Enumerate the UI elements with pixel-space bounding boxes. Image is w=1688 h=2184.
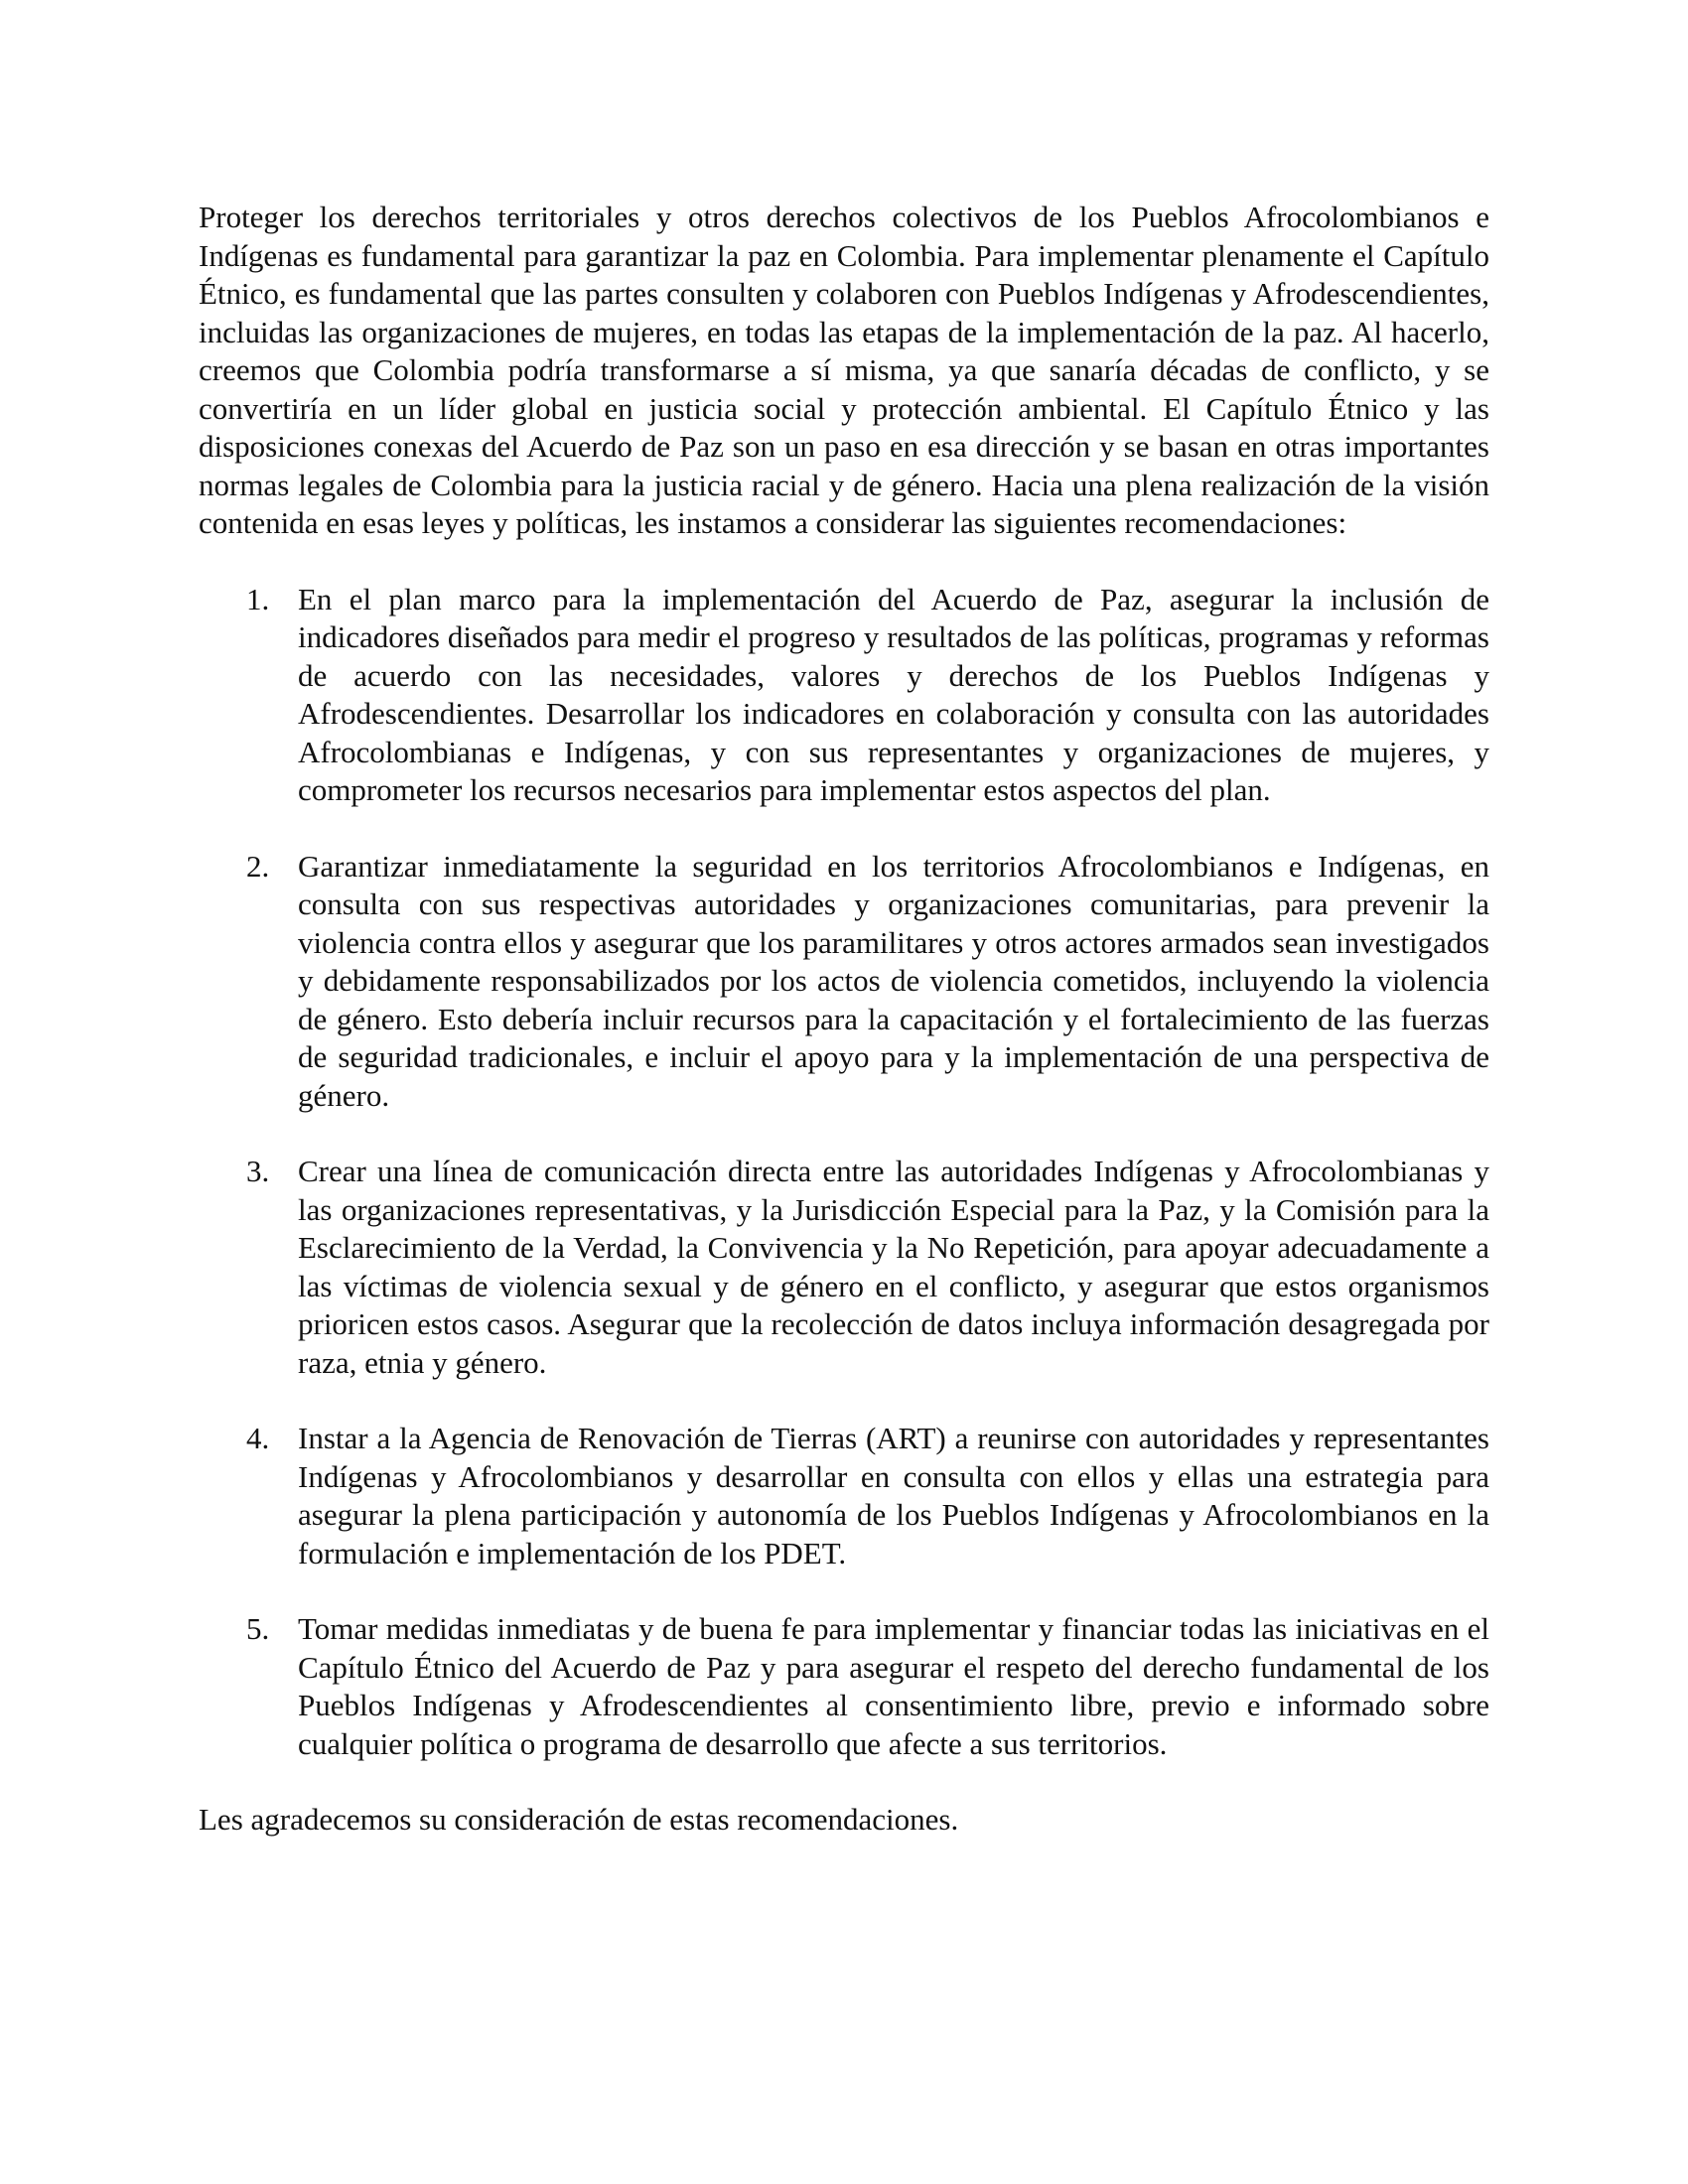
recommendation-text: En el plan marco para la implementación del Acuerdo de Paz, asegurar la inclusión de indicadores diseñados para medir el progreso y resultados de las políticas, programas y reformas de acuerdo con las necesidades, valores y derechos de los Pueblos Indígenas y Afrodescendientes. Desarrollar los indicadores en colaboración y consulta con las autoridades Afrocolombianas e Indígenas, y con sus representantes y organizaciones de mujeres, y comprometer los recursos necesarios para implementar estos aspectos del plan. (298, 581, 1489, 807)
recommendation-text: Garantizar inmediatamente la seguridad en los territorios Afrocolombianos e Indígenas, en consulta con sus respectivas autoridades y organizaciones comunitarias, para prevenir la violencia contra ellos y asegurar que los paramilitares y otros actores armados sean investigados y debidamente responsabilizados por los actos de violencia cometidos, incluyendo la violencia de género. Esto debería incluir recursos para la capacitación y el fortalecimiento de las fuerzas de seguridad tradicionales, e incluir el apoyo para y la implementación de una perspectiva de género. (298, 848, 1489, 1113)
recommendation-text: Instar a la Agencia de Renovación de Tierras (ART) a reunirse con autoridades y representantes Indígenas y Afrocolombianos y desarrollar en consulta con ellos y ellas una estrategia para asegurar la plena participación y autonomía de los Pueblos Indígenas y Afrocolombianos en la formulación e implementación de los PDET. (298, 1421, 1489, 1570)
recommendation-number: 5. (246, 1611, 270, 1646)
recommendation-text: Tomar medidas inmediatas y de buena fe para implementar y financiar todas las iniciativas en el Capítulo Étnico del Acuerdo de Paz y para asegurar el respeto del derecho fundamental de los Pueblos Indígenas y Afrodescendientes al consentimiento libre, previo e informado sobre cualquier política o programa de desarrollo que afecte a sus territorios. (298, 1611, 1489, 1761)
recommendation-item (199, 1153, 1489, 1382)
recommendation-item (199, 1420, 1489, 1572)
closing-paragraph: Les agradecemos su consideración de estas recomendaciones. (199, 1802, 959, 1837)
recommendation-item (199, 581, 1489, 810)
document-page (199, 199, 1489, 1840)
recommendation-text: Crear una línea de comunicación directa entre las autoridades Indígenas y Afrocolombianas y las organizaciones representativas, y la Jurisdicción Especial para la Paz, y la Comisión para la Esclarecimiento de la Verdad, la Convivencia y la No Repetición, para apoyar adecuadamente a las víctimas de violencia sexual y de género en el conflicto, y asegurar que estos organismos prioricen estos casos. Asegurar que la recolección de datos incluya información desagregada por raza, etnia y género. (298, 1154, 1489, 1380)
recommendation-item (199, 1610, 1489, 1763)
intro-paragraph: Proteger los derechos territoriales y otros derechos colectivos de los Pueblos Afrocolombianos e Indígenas es fundamental para garantizar la paz en Colombia. Para implementar plenamente el Capítulo Étnico, es fundamental que las partes consulten y colaboren con Pueblos Indígenas y Afrodescendientes, incluidas las organizaciones de mujeres, en todas las etapas de la implementación de la paz. Al hacerlo, creemos que Colombia podría transformarse a sí misma, ya que sanaría décadas de conflicto, y se convertiría en un líder global en justicia social y protección ambiental. El Capítulo Étnico y las disposiciones conexas del Acuerdo de Paz son un paso en esa dirección y se basan en otras importantes normas legales de Colombia para la justicia racial y de género. Hacia una plena realización de la visión contenida en esas leyes y políticas, les instamos a considerar las siguientes recomendaciones: (199, 200, 1489, 540)
recommendations-list (199, 581, 1489, 1764)
recommendation-number: 3. (246, 1154, 270, 1188)
recommendation-number: 4. (246, 1421, 270, 1455)
recommendation-number: 2. (246, 848, 270, 884)
recommendation-item (199, 848, 1489, 1116)
recommendation-number: 1. (246, 581, 270, 616)
